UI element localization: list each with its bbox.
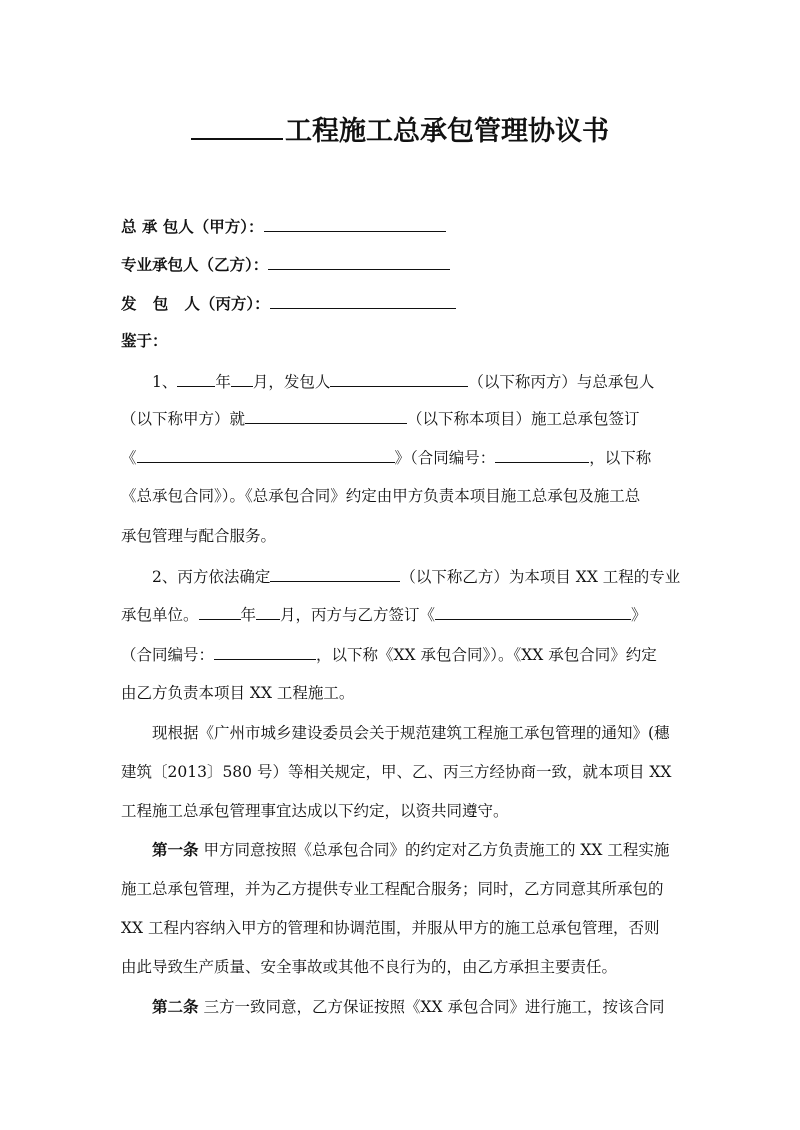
party-label: 总 承 包人（甲方）： (121, 217, 264, 236)
party-general-contractor (121, 214, 800, 239)
text: 《 (121, 449, 137, 467)
p3-line: 现根据《广州市城乡建设委员会关于规范建筑工程施工承包管理的通知》(穗 (152, 724, 670, 742)
text: 月，发包人 (252, 373, 331, 391)
article-2-heading: 第二条 (152, 997, 199, 1016)
specialty-contractor-blank[interactable] (270, 564, 400, 582)
party-label: 发 包 人（丙方）： (121, 294, 270, 313)
year-blank[interactable] (177, 369, 215, 387)
month-blank[interactable] (256, 602, 280, 620)
text: （以下称甲方）就 (121, 410, 246, 428)
p1-line: 《总承包合同》）。《总承包合同》约定由甲方负责本项目施工总承包及施工总 (121, 487, 641, 505)
employer-blank[interactable] (330, 369, 468, 387)
party-fill-blank[interactable] (268, 252, 450, 270)
text: （合同编号： (121, 646, 215, 664)
article-1-line (152, 838, 800, 862)
month-blank[interactable] (231, 369, 253, 387)
text: 甲方同意按照《总承包合同》的约定对乙方负责施工的 XX 工程实施 (198, 841, 670, 859)
text: 1、 (152, 373, 178, 391)
party-employer (121, 291, 800, 316)
p2-line (152, 564, 800, 589)
text: （以下称丙方）与总承包人 (468, 373, 655, 391)
p2-line (121, 602, 800, 627)
party-specialty-contractor (121, 252, 800, 277)
text: （以下称乙方）为本项目 XX 工程的专业 (400, 568, 681, 586)
text: 2、丙方依法确定 (152, 568, 271, 586)
article-1-line: 由此导致生产质量、安全事故或其他不良行为的，由乙方承担主要责任。 (121, 958, 618, 976)
text: 年 (240, 606, 257, 624)
year-blank[interactable] (199, 602, 241, 620)
article-1-line: XX 工程内容纳入甲方的管理和协调范围，并服从甲方的施工总承包管理，否则 (121, 919, 660, 937)
text: 承包单位。 (121, 606, 199, 624)
p3-line: 工程施工总承包管理事宜达成以下约定，以资共同遵守。 (121, 802, 509, 820)
text: ，以下称《XX 承包合同》）。《XX 承包合同》约定 (316, 646, 657, 664)
contract-number-blank[interactable] (495, 445, 589, 463)
document-title (0, 110, 800, 150)
party-label: 专业承包人（乙方）： (121, 255, 269, 274)
article-1-line: 施工总承包管理，并为乙方提供专业工程配合服务；同时，乙方同意其所承包的 (121, 880, 664, 898)
p1-line (121, 445, 800, 470)
text: 三方一致同意，乙方保证按照《XX 承包合同》进行施工，按该合同 (198, 998, 665, 1016)
contract-name-blank[interactable] (435, 602, 631, 620)
article-1-heading: 第一条 (152, 840, 199, 859)
p1-line: 承包管理与配合服务。 (121, 527, 277, 545)
text: 》 (631, 606, 647, 624)
text: ，以下称 (589, 449, 652, 467)
text: 年 (215, 373, 231, 391)
p2-line (121, 642, 800, 667)
text: 月，丙方与乙方签订《 (280, 606, 436, 624)
article-2-line (152, 995, 800, 1019)
whereas-heading: 鉴于： (121, 331, 168, 350)
p3-line: 建筑〔2013〕580 号）等相关规定，甲、乙、丙三方经协商一致，就本项目 XX (121, 763, 672, 781)
title-blank-underline[interactable] (191, 110, 283, 140)
contract-name-blank[interactable] (137, 445, 395, 463)
party-fill-blank[interactable] (264, 214, 446, 232)
project-blank[interactable] (245, 406, 407, 424)
text: 》（合同编号： (394, 449, 496, 467)
title-text: 工程施工总承包管理协议书 (285, 116, 609, 147)
p1-line (152, 369, 800, 394)
contract-number-blank[interactable] (214, 642, 316, 660)
party-fill-blank[interactable] (270, 291, 456, 309)
text: （以下称本项目）施工总承包签订 (407, 410, 640, 428)
p1-line (121, 406, 800, 431)
p2-line: 由乙方负责本项目 XX 工程施工。 (121, 684, 355, 702)
